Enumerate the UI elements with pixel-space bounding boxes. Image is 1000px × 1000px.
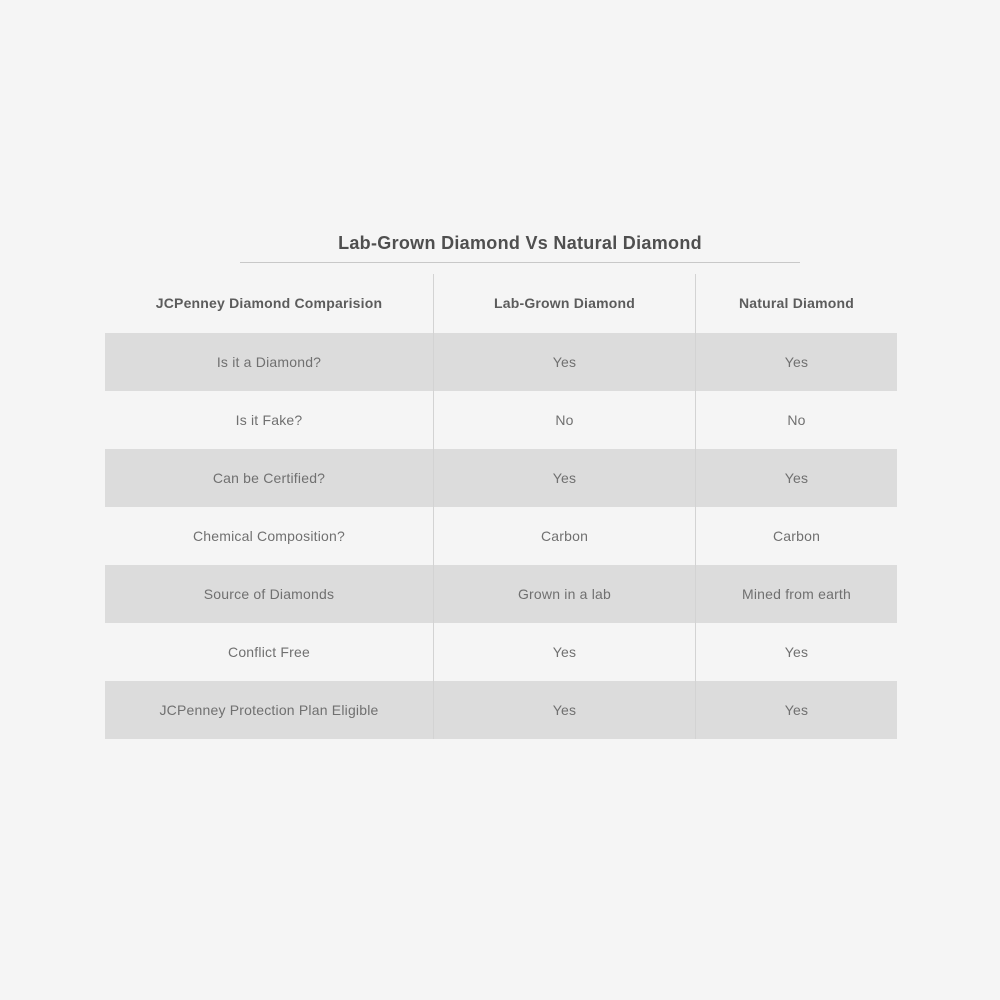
column-header-natural: Natural Diamond <box>738 295 854 312</box>
row-label-cell: Is it Fake? <box>235 411 303 428</box>
lab-grown-value-cell: Carbon <box>433 507 696 565</box>
table-row <box>105 565 897 623</box>
lab-grown-value-cell: Yes <box>433 333 696 391</box>
natural-value-cell: Yes <box>784 643 809 660</box>
lab-grown-value-cell: Yes <box>433 681 696 739</box>
table-row <box>105 391 897 449</box>
table-row <box>105 623 897 681</box>
column-header-comparison: JCPenney Diamond Comparision <box>155 295 383 312</box>
row-label-cell: Conflict Free <box>228 643 310 660</box>
natural-value-cell: Yes <box>784 469 809 486</box>
row-label-cell: Chemical Composition? <box>192 527 346 544</box>
natural-value-cell: Yes <box>784 353 809 370</box>
row-label-cell: Can be Certified? <box>212 469 326 486</box>
lab-grown-value-cell: No <box>433 391 696 449</box>
row-label-cell: Source of Diamonds <box>203 585 335 602</box>
natural-value-cell: No <box>787 411 806 428</box>
page-title: Lab-Grown Diamond Vs Natural Diamond <box>338 233 702 253</box>
natural-value-cell: Mined from earth <box>741 585 852 602</box>
table-row <box>105 449 897 507</box>
lab-grown-value-cell: Yes <box>433 623 696 681</box>
row-label-cell: JCPenney Protection Plan Eligible <box>159 701 379 718</box>
table-row <box>105 681 897 739</box>
title-underline <box>240 262 800 263</box>
table-header-row <box>105 274 897 333</box>
lab-grown-value-cell: Grown in a lab <box>433 565 696 623</box>
natural-value-cell: Yes <box>784 701 809 718</box>
table-row <box>105 507 897 565</box>
lab-grown-value-cell: Yes <box>433 449 696 507</box>
column-header-lab-grown: Lab-Grown Diamond <box>433 274 696 333</box>
natural-value-cell: Carbon <box>772 527 821 544</box>
table-row <box>105 333 897 391</box>
row-label-cell: Is it a Diamond? <box>216 353 322 370</box>
comparison-table <box>105 274 897 739</box>
